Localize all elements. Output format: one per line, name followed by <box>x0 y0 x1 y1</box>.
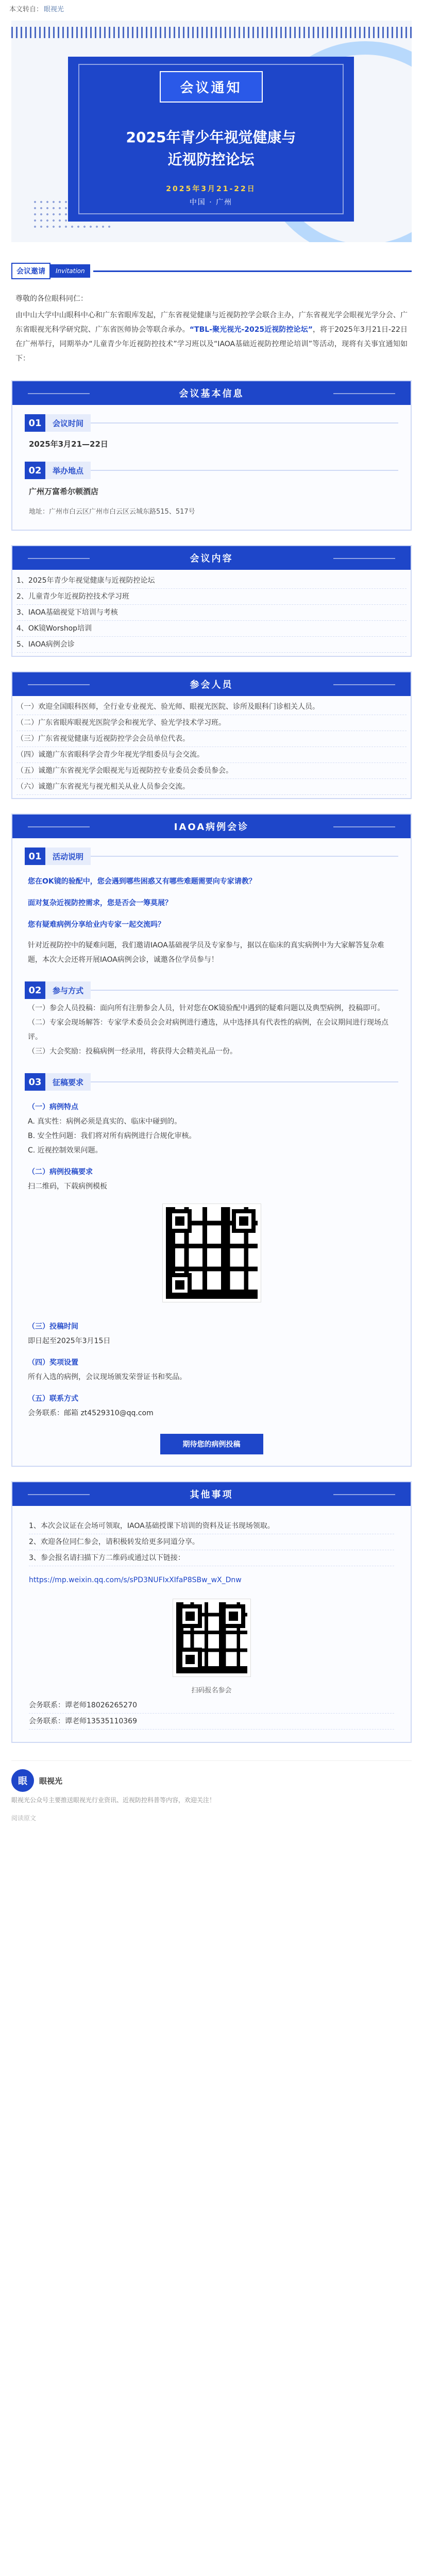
iaoa-card <box>11 814 412 1467</box>
banner-title-1: 2025年青少年视觉健康与 <box>126 129 296 146</box>
contact-item: 会务联系：谭老师18026265270 <box>29 1698 394 1714</box>
qr-title: （二）病例投稿要求 <box>28 1168 93 1176</box>
participation-item: （一）参会人员投稿：面向所有注册参会人员，针对您在OK镜验配中遇到的疑难问题以及典型病例，投稿即可。 <box>28 1004 385 1012</box>
source-link[interactable]: 眼视光 <box>44 5 64 13</box>
people-list <box>12 696 411 798</box>
intro-paragraph <box>15 308 408 366</box>
iaoa-description <box>25 865 398 969</box>
invitation-heading <box>11 263 412 279</box>
iaoa-header: IAOA病例会诊 <box>12 815 411 838</box>
iaoa-sec3-number: 03 <box>25 1073 45 1091</box>
time-value: 2025年3月21—22日 <box>29 439 108 449</box>
hero-banner <box>11 21 412 242</box>
banner-location: 中国 · 广州 <box>189 198 233 207</box>
intro-body-1: 由中山大学中山眼科中心和广东省眼库发起，广东省视觉健康与近视防控学会联合主办，广东省视光学会眼视光学分会、广东省眼视光科学研究院、广东省医师协会等联合承办。 <box>15 311 408 334</box>
contact-item: 会务联系：谭老师13535110369 <box>29 1714 394 1730</box>
template-qr-wrap <box>25 1204 398 1302</box>
register-qr-code[interactable] <box>173 1599 250 1676</box>
other-header: 其他事项 <box>12 1482 411 1506</box>
iaoa-sec1-heading <box>25 848 398 865</box>
prize-title: （四）奖项设置 <box>28 1359 78 1367</box>
place-label: 举办地点 <box>45 462 91 479</box>
content-item: 5、IAOA病例会诊 <box>16 637 407 653</box>
iaoa-question-1: 您在OK镜的验配中，您会遇到哪些困惑又有哪些难题需要向专家请教？ <box>28 877 256 886</box>
intro-highlight: “TBL-聚光视光-2025近视防控论坛” <box>189 326 313 334</box>
people-header: 参会人员 <box>12 672 411 696</box>
basic-info-header: 会议基本信息 <box>12 381 411 405</box>
iaoa-sec3-label: 征稿要求 <box>45 1073 91 1091</box>
banner-notice: 会议通知 <box>159 71 262 103</box>
template-qr-code[interactable] <box>163 1204 261 1302</box>
banner-date: 2025年3月21-22日 <box>166 185 256 193</box>
iaoa-sec2-number: 02 <box>25 981 45 999</box>
other-item: 1、本次会议证在会场可领取，IAOA基础授课下培训的资料及证书现场领取。 <box>29 1518 394 1534</box>
brand-name: 眼视光 <box>39 1776 63 1786</box>
source-line <box>0 0 423 16</box>
contact-list <box>25 1694 398 1733</box>
register-qr-wrap <box>25 1599 398 1676</box>
content-item: 3、IAOA基础视觉下培训与考核 <box>16 605 407 621</box>
requirement-item: C. 近视控制效果问题。 <box>28 1146 103 1155</box>
footer <box>11 1760 412 1831</box>
people-card <box>11 671 412 799</box>
content-item: 1、2025年青少年视觉健康与近视防控论坛 <box>16 573 407 589</box>
iaoa-sec2-heading <box>25 981 398 999</box>
source-prefix: 本文转自： <box>9 5 43 13</box>
attendee-item: （四）诚邀广东省眼科学会青少年视光学组委员与会交流。 <box>16 747 407 763</box>
iaoa-sec1-number: 01 <box>25 848 45 865</box>
submit-case-button[interactable]: 期待您的病例投稿 <box>160 1434 263 1454</box>
place-number: 02 <box>25 462 45 479</box>
banner-stripes <box>11 27 412 38</box>
content-list <box>12 570 411 656</box>
brand-logo-icon: 眼 <box>11 1769 34 1792</box>
other-item: 3、参会报名请扫描下方二维码或通过以下链接： <box>29 1550 394 1566</box>
iaoa-question-3: 您有疑难病例分享给业内专家一起交流吗？ <box>28 921 165 929</box>
time-number: 01 <box>25 414 45 432</box>
time-subheading <box>25 414 398 432</box>
content-card <box>11 545 412 657</box>
other-item: 2、欢迎各位同仁参会，请积极转发给更多同道分享。 <box>29 1534 394 1550</box>
requirement-item: B. 安全性问题：我们将对所有病例进行合规化审核。 <box>28 1132 196 1140</box>
req-list <box>28 1114 395 1158</box>
contact-text: 会务联系：邮箱 zt4529310@qq.com <box>28 1409 154 1417</box>
attendee-item: （五）诚邀广东省视光学会眼视光与近视防控专业委员会委员参会。 <box>16 763 407 779</box>
attendee-item: （六）诚邀广东省视光与视光相关从业人员参会交流。 <box>16 779 407 795</box>
contact-title: （五）联系方式 <box>28 1395 78 1403</box>
other-list <box>25 1515 398 1569</box>
requirement-item: A. 真实性：病例必须是真实的、临床中碰到的。 <box>28 1117 182 1126</box>
requirements <box>25 1091 398 1196</box>
submission-info <box>25 1310 398 1422</box>
participation-item: （二）专家会现场解答：专家学术委员会会对病例进行遴选，从中选择具有代表性的病例，在会议期间进行现场点评。 <box>28 1019 388 1041</box>
place-name: 广州万富希尔顿酒店 <box>29 487 99 496</box>
iaoa-sec3-heading <box>25 1073 398 1091</box>
invitation-tag-en: Invitation <box>50 264 90 278</box>
iaoa-question-2: 面对复杂近视防控需求，您是否会一筹莫展？ <box>28 899 172 907</box>
req-title: （一）病例特点 <box>28 1103 78 1111</box>
heading-rule <box>93 270 412 272</box>
iaoa-sec1-label: 活动说明 <box>45 848 91 865</box>
brand-description: 眼视光公众号主要推送眼视光行业资讯、近视防控科普等内容，欢迎关注！ <box>11 1797 216 1804</box>
basic-info-card <box>11 380 412 531</box>
footer-brand[interactable] <box>11 1769 412 1792</box>
intro-body-2: ，将于2025年3月21日-22日在广州举行，同期举办“儿童青少年近视防控技术”学习班以及“IAOA基础近视防控理论培训”等活动，现将有关事宜通知如下： <box>15 326 408 363</box>
other-card <box>11 1481 412 1743</box>
content-item: 4、OK镜Worshop培训 <box>16 621 407 637</box>
participation-item: （三）大会奖励：投稿病例一经录用，将获得大会精美礼品一份。 <box>28 1047 237 1056</box>
banner-panel <box>68 57 354 222</box>
attendee-item: （三）广东省视觉健康与近视防控学会会员单位代表。 <box>16 731 407 747</box>
attendee-item: （二）广东省眼库眼视光医院学会和视光学、验光学技术学习班。 <box>16 715 407 731</box>
invitation-tag: 会议邀请 <box>11 263 50 279</box>
iaoa-sec2-label: 参与方式 <box>45 981 91 999</box>
banner-title-2: 近视防控论坛 <box>167 151 255 168</box>
submit-date: 即日起至2025年3月15日 <box>28 1337 111 1345</box>
time-label: 会议时间 <box>45 414 91 432</box>
submit-title: （三）投稿时间 <box>28 1323 78 1331</box>
greeting: 尊敬的各位眼科同仁： <box>15 295 88 303</box>
register-qr-caption: 扫码报名参会 <box>191 1687 232 1694</box>
participation-list <box>25 999 398 1061</box>
read-original-link[interactable]: 阅读原文 <box>11 1815 37 1822</box>
prize-text: 所有入选的病例，会议现场颁发荣誉证书和奖品。 <box>28 1373 187 1381</box>
iaoa-answer: 针对近视防控中的疑难问题，我们邀请IAOA基础视学员及专家参与，据以在临床的真实病例中为大家解答复杂难题，本次大会还将开展IAOA病例会诊，诚邀各位学员参与！ <box>28 941 384 964</box>
attendee-item: （一）欢迎全国眼科医师，全行业专业视光、验光师、眼视光医院、诊所及眼科门诊相关人员。 <box>16 699 407 715</box>
register-link[interactable]: https://mp.weixin.qq.com/s/sPD3NUFIxXIfaP8SBw_wX_Dnw <box>29 1576 242 1584</box>
place-subheading <box>25 462 398 479</box>
content-item: 2、儿童青少年近视防控技术学习班 <box>16 589 407 605</box>
content-header: 会议内容 <box>12 546 411 570</box>
place-address: 地址：广州市白云区广州市白云区云城东路515、517号 <box>29 508 195 516</box>
qr-caption: 扫二维码，下载病例模板 <box>28 1182 107 1191</box>
